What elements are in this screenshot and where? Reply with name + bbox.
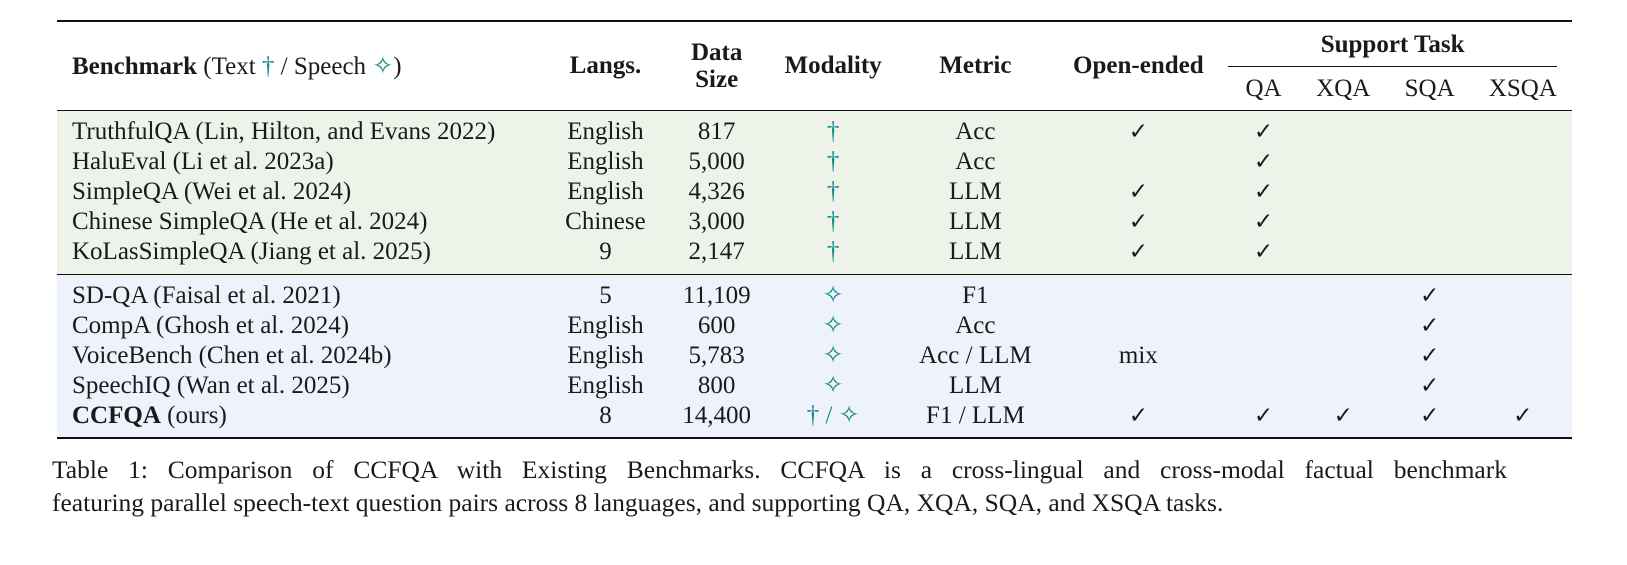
header-xqa: XQA bbox=[1301, 68, 1386, 111]
header-slash: / bbox=[280, 53, 288, 80]
row-xsqa-cell bbox=[1474, 147, 1572, 177]
row-open-ended-cell bbox=[1050, 147, 1226, 177]
header-qa: QA bbox=[1226, 68, 1301, 111]
text-dagger-icon: † bbox=[261, 53, 275, 80]
row-data-size: 11,109 bbox=[668, 275, 766, 312]
row-benchmark-name: TruthfulQA (Lin, Hilton, and Evans 2022) bbox=[57, 111, 543, 148]
header-data-size bbox=[668, 21, 766, 111]
row-xqa-cell bbox=[1301, 341, 1386, 371]
row-xqa-cell bbox=[1301, 147, 1386, 177]
speech-sparkle-icon: ✧ bbox=[372, 53, 394, 80]
row-data-size: 600 bbox=[668, 311, 766, 341]
row-data-size: 817 bbox=[668, 111, 766, 148]
header-text-label: (Text bbox=[203, 53, 256, 80]
row-benchmark-name: SimpleQA (Wei et al. 2024) bbox=[57, 177, 543, 207]
comparison-table-container bbox=[57, 20, 1572, 439]
header-benchmark-label: Benchmark bbox=[72, 53, 197, 80]
table-row bbox=[57, 237, 1572, 275]
row-xqa-cell bbox=[1301, 237, 1386, 275]
header-data-size-line2: Size bbox=[695, 66, 739, 93]
table-row bbox=[57, 207, 1572, 237]
row-xsqa-cell bbox=[1474, 111, 1572, 148]
ours-name-rest: (ours) bbox=[167, 402, 227, 429]
header-data-size-line1: Data bbox=[690, 39, 743, 66]
header-close-paren: ) bbox=[393, 53, 402, 80]
row-metric: F1 bbox=[900, 275, 1050, 312]
row-open-ended-cell: mix bbox=[1050, 341, 1226, 371]
row-xsqa-cell bbox=[1474, 311, 1572, 341]
row-metric: Acc bbox=[900, 311, 1050, 341]
row-metric: Acc / LLM bbox=[900, 341, 1050, 371]
ours-name-bold: CCFQA bbox=[72, 402, 161, 429]
row-sqa-cell bbox=[1386, 147, 1474, 177]
row-metric: Acc bbox=[900, 111, 1050, 148]
row-xqa-cell bbox=[1301, 275, 1386, 312]
checkmark-icon: ✓ bbox=[1301, 401, 1386, 438]
row-benchmark-name: Chinese SimpleQA (He et al. 2024) bbox=[57, 207, 543, 237]
row-metric: Acc bbox=[900, 147, 1050, 177]
row-langs: English bbox=[543, 177, 667, 207]
table-row bbox=[57, 177, 1572, 207]
row-open-ended-cell bbox=[1050, 371, 1226, 401]
checkmark-icon: ✓ bbox=[1050, 207, 1226, 237]
row-sqa-cell bbox=[1386, 237, 1474, 275]
row-benchmark-name: HaluEval (Li et al. 2023a) bbox=[57, 147, 543, 177]
checkmark-icon: ✓ bbox=[1050, 401, 1226, 438]
row-benchmark-name bbox=[57, 401, 543, 438]
header-open-ended: Open-ended bbox=[1050, 21, 1226, 111]
speech-benchmarks-group bbox=[57, 275, 1572, 439]
comparison-table bbox=[57, 20, 1572, 439]
row-data-size: 5,000 bbox=[668, 147, 766, 177]
checkmark-icon: ✓ bbox=[1474, 401, 1572, 438]
speech-sparkle-icon: ✧ bbox=[766, 341, 901, 371]
text-dagger-icon: † bbox=[766, 147, 901, 177]
row-xqa-cell bbox=[1301, 177, 1386, 207]
row-xqa-cell bbox=[1301, 371, 1386, 401]
row-data-size: 4,326 bbox=[668, 177, 766, 207]
row-xsqa-cell bbox=[1474, 275, 1572, 312]
row-metric: LLM bbox=[900, 371, 1050, 401]
header-metric: Metric bbox=[900, 21, 1050, 111]
row-xsqa-cell bbox=[1474, 177, 1572, 207]
checkmark-icon: ✓ bbox=[1386, 401, 1474, 438]
text-dagger-icon: † bbox=[766, 177, 901, 207]
row-sqa-cell bbox=[1386, 207, 1474, 237]
row-xsqa-cell bbox=[1474, 341, 1572, 371]
row-langs: 9 bbox=[543, 237, 667, 275]
table-caption bbox=[52, 453, 1507, 519]
checkmark-icon: ✓ bbox=[1226, 207, 1301, 237]
row-benchmark-name: CompA (Ghosh et al. 2024) bbox=[57, 311, 543, 341]
caption-line-1: Table 1: Comparison of CCFQA with Existing Benchmarks. CCFQA is a cross-lingual and cross-modal factual benchmark bbox=[52, 455, 1507, 484]
checkmark-icon: ✓ bbox=[1226, 237, 1301, 275]
caption-line-2: featuring parallel speech-text question pairs across 8 languages, and supporting QA, XQA, SQA, and XSQA tasks. bbox=[52, 488, 1224, 517]
header-speech-label: Speech bbox=[293, 53, 367, 80]
speech-sparkle-icon: ✧ bbox=[766, 275, 901, 312]
header-support-task bbox=[1226, 21, 1572, 68]
checkmark-icon: ✓ bbox=[1226, 177, 1301, 207]
row-langs: English bbox=[543, 147, 667, 177]
row-qa-cell bbox=[1226, 371, 1301, 401]
row-xqa-cell bbox=[1301, 311, 1386, 341]
checkmark-icon: ✓ bbox=[1226, 401, 1301, 438]
table-row bbox=[57, 111, 1572, 148]
header-langs: Langs. bbox=[543, 21, 667, 111]
row-metric: F1 / LLM bbox=[900, 401, 1050, 438]
table-row bbox=[57, 371, 1572, 401]
table-header bbox=[57, 21, 1572, 111]
row-langs: 5 bbox=[543, 275, 667, 312]
row-data-size: 2,147 bbox=[668, 237, 766, 275]
table-row bbox=[57, 275, 1572, 312]
row-metric: LLM bbox=[900, 177, 1050, 207]
row-qa-cell bbox=[1226, 341, 1301, 371]
row-benchmark-name: SD-QA (Faisal et al. 2021) bbox=[57, 275, 543, 312]
checkmark-icon: ✓ bbox=[1050, 237, 1226, 275]
row-sqa-cell bbox=[1386, 177, 1474, 207]
row-langs: 8 bbox=[543, 401, 667, 438]
speech-sparkle-icon: ✧ bbox=[766, 371, 901, 401]
text-benchmarks-group bbox=[57, 111, 1572, 275]
row-sqa-cell bbox=[1386, 111, 1474, 148]
checkmark-icon: ✓ bbox=[1226, 147, 1301, 177]
row-langs: English bbox=[543, 371, 667, 401]
header-support-task-label: Support Task bbox=[1228, 24, 1557, 67]
row-data-size: 800 bbox=[668, 371, 766, 401]
header-modality: Modality bbox=[766, 21, 901, 111]
header-xsqa: XSQA bbox=[1474, 68, 1572, 111]
row-xqa-cell bbox=[1301, 111, 1386, 148]
checkmark-icon: ✓ bbox=[1386, 311, 1474, 341]
checkmark-icon: ✓ bbox=[1386, 341, 1474, 371]
row-data-size: 5,783 bbox=[668, 341, 766, 371]
row-langs: English bbox=[543, 311, 667, 341]
row-xsqa-cell bbox=[1474, 371, 1572, 401]
row-benchmark-name: VoiceBench (Chen et al. 2024b) bbox=[57, 341, 543, 371]
row-qa-cell bbox=[1226, 275, 1301, 312]
row-open-ended-cell bbox=[1050, 275, 1226, 312]
checkmark-icon: ✓ bbox=[1226, 111, 1301, 148]
table-row bbox=[57, 147, 1572, 177]
table-row bbox=[57, 341, 1572, 371]
checkmark-icon: ✓ bbox=[1386, 275, 1474, 312]
row-benchmark-name: KoLasSimpleQA (Jiang et al. 2025) bbox=[57, 237, 543, 275]
row-open-ended-cell bbox=[1050, 311, 1226, 341]
row-data-size: 3,000 bbox=[668, 207, 766, 237]
table-row-ours bbox=[57, 401, 1572, 438]
row-xqa-cell bbox=[1301, 207, 1386, 237]
row-qa-cell bbox=[1226, 311, 1301, 341]
table-row bbox=[57, 311, 1572, 341]
text-speech-modality-icon: † / ✧ bbox=[766, 401, 901, 438]
row-metric: LLM bbox=[900, 207, 1050, 237]
header-benchmark bbox=[57, 21, 543, 111]
checkmark-icon: ✓ bbox=[1050, 111, 1226, 148]
row-benchmark-name: SpeechIQ (Wan et al. 2025) bbox=[57, 371, 543, 401]
checkmark-icon: ✓ bbox=[1386, 371, 1474, 401]
row-langs: English bbox=[543, 111, 667, 148]
text-dagger-icon: † bbox=[766, 237, 901, 275]
checkmark-icon: ✓ bbox=[1050, 177, 1226, 207]
row-langs: English bbox=[543, 341, 667, 371]
speech-sparkle-icon: ✧ bbox=[766, 311, 901, 341]
row-xsqa-cell bbox=[1474, 207, 1572, 237]
text-dagger-icon: † bbox=[766, 207, 901, 237]
row-metric: LLM bbox=[900, 237, 1050, 275]
row-xsqa-cell bbox=[1474, 237, 1572, 275]
row-data-size: 14,400 bbox=[668, 401, 766, 438]
header-sqa: SQA bbox=[1386, 68, 1474, 111]
row-langs: Chinese bbox=[543, 207, 667, 237]
text-dagger-icon: † bbox=[766, 111, 901, 148]
